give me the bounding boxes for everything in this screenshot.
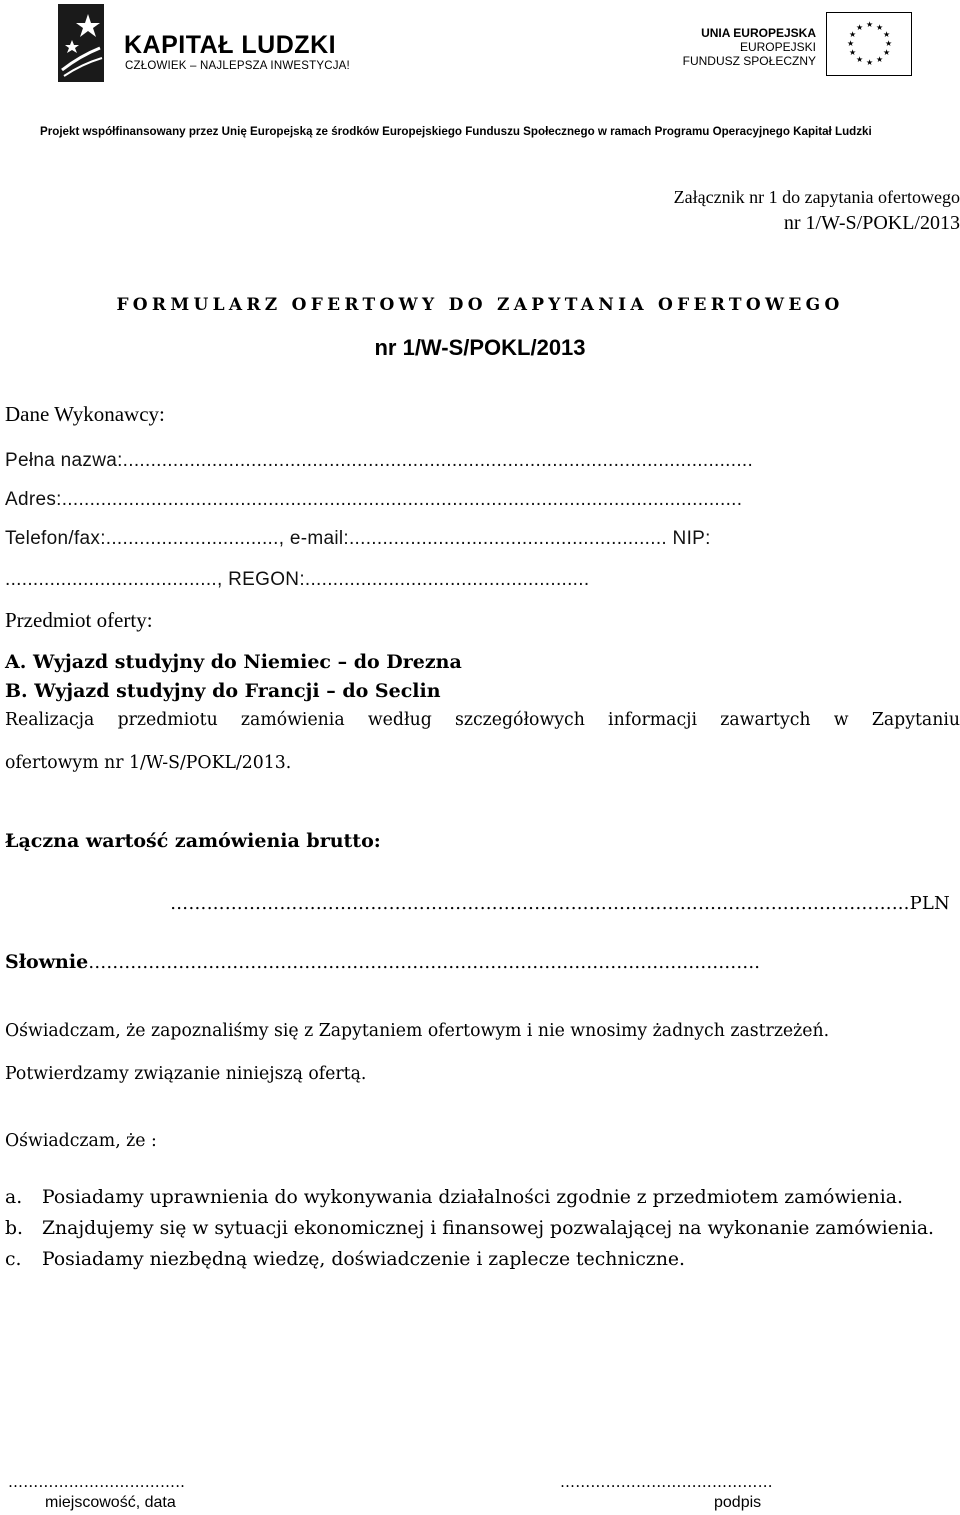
svg-text:★: ★ — [849, 48, 857, 57]
project-cofinancing-line: Projekt współfinansowany przez Unię Europejską ze środków Europejskiego Funduszu Społecznego w ramach Programu Operacyjnego Kapitał Ludzki — [40, 125, 872, 138]
trip-a: A. Wyjazd studyjny do Niemiec – do Drezna — [5, 651, 462, 673]
svg-text:★: ★ — [883, 48, 891, 57]
list-item — [5, 1183, 960, 1212]
svg-text:★: ★ — [876, 23, 884, 32]
svg-text:★: ★ — [856, 23, 864, 32]
total-value-heading: Łączna wartość zamówienia brutto: — [5, 830, 381, 852]
amount-in-words-field — [5, 951, 760, 973]
eu-line1: UNIA EUROPEJSKA — [701, 26, 816, 40]
svg-text:★: ★ — [856, 55, 864, 64]
form-number: nr 1/W-S/POKL/2013 — [374, 335, 586, 360]
svg-text:★: ★ — [866, 58, 874, 67]
kapital-ludzki-title: KAPITAŁ LUDZKI — [124, 31, 337, 59]
full-name-field: Pełna nazwa:................................................................................................................. — [5, 450, 754, 471]
svg-text:★: ★ — [849, 30, 857, 39]
place-date-label: miejscowość, data — [45, 1494, 176, 1511]
realization-text-line2: ofertowym nr 1/W-S/POKL/2013. — [5, 753, 292, 773]
annex-label: Załącznik nr 1 do zapytania ofertowego — [673, 187, 960, 207]
annex-number: nr 1/W-S/POKL/2013 — [783, 212, 960, 234]
statement-line2: Potwierdzamy związanie niniejszą ofertą. — [5, 1064, 367, 1084]
trip-b: B. Wyjazd studyjny do Francji – do Seclin — [5, 680, 441, 702]
place-date-dots: …………………………….. — [8, 1473, 186, 1491]
amount-in-words-dots: …………………………………………………………………………………………………. — [88, 952, 760, 973]
eu-line3: FUNDUSZ SPOŁECZNY — [682, 54, 816, 68]
list-text: Znajdujemy się w sytuacji ekonomicznej i finansowej pozwalającej na wykonanie zamówienia. — [42, 1218, 934, 1239]
declaration-heading: Oświadczam, że : — [5, 1131, 157, 1151]
regon-field: ......................................, REGON:................................................... — [5, 569, 590, 590]
list-marker: a. — [5, 1187, 23, 1208]
signature-label: podpis — [714, 1494, 762, 1511]
list-marker: c. — [5, 1249, 22, 1270]
list-text: Posiadamy niezbędną wiedzę, doświadczenie i zaplecze techniczne. — [42, 1249, 686, 1270]
form-title: FORMULARZ OFERTOWY DO ZAPYTANIA OFERTOWEGO — [116, 295, 844, 315]
realization-text-line1: Realizacja przedmiotu zamówienia według szczegółowych informacji zawartych w Zapytaniu — [5, 710, 960, 730]
svg-text:★: ★ — [876, 55, 884, 64]
eu-flag-icon — [826, 12, 912, 76]
statement-line1: Oświadczam, że zapoznaliśmy się z Zapytaniem ofertowym i nie wnosimy żadnych zastrzeżeń. — [5, 1021, 830, 1041]
declaration-list — [5, 1183, 960, 1274]
signature-dots: …………………………………… — [560, 1473, 773, 1491]
eu-line2: EUROPEJSKI — [739, 40, 816, 54]
svg-text:★: ★ — [885, 39, 893, 48]
subject-heading: Przedmiot oferty: — [5, 608, 153, 632]
svg-text:★: ★ — [847, 39, 855, 48]
contractor-heading: Dane Wykonawcy: — [5, 402, 165, 426]
kapital-ludzki-star-logo-icon — [58, 4, 104, 82]
address-field: Adres:.......................................................................................................................... — [5, 489, 743, 510]
list-text: Posiadamy uprawnienia do wykonywania działalności zgodnie z przedmiotem zamówienia. — [42, 1187, 903, 1208]
svg-text:★: ★ — [883, 30, 891, 39]
phone-email-nip-field: Telefon/fax:..............................., e-mail:......................................................... NIP: — [5, 528, 711, 549]
list-item — [5, 1214, 960, 1243]
eu-logo-text — [683, 26, 816, 68]
svg-text:★: ★ — [866, 20, 874, 29]
total-pln-field: …………………………………………………………………………………………..……………...PLN — [170, 893, 950, 914]
kapital-ludzki-subtitle: CZŁOWIEK – NAJLEPSZA INWESTYCJA! — [125, 60, 350, 72]
list-item — [5, 1245, 960, 1274]
list-marker: b. — [5, 1218, 23, 1239]
amount-in-words-label: Słownie — [5, 951, 89, 973]
